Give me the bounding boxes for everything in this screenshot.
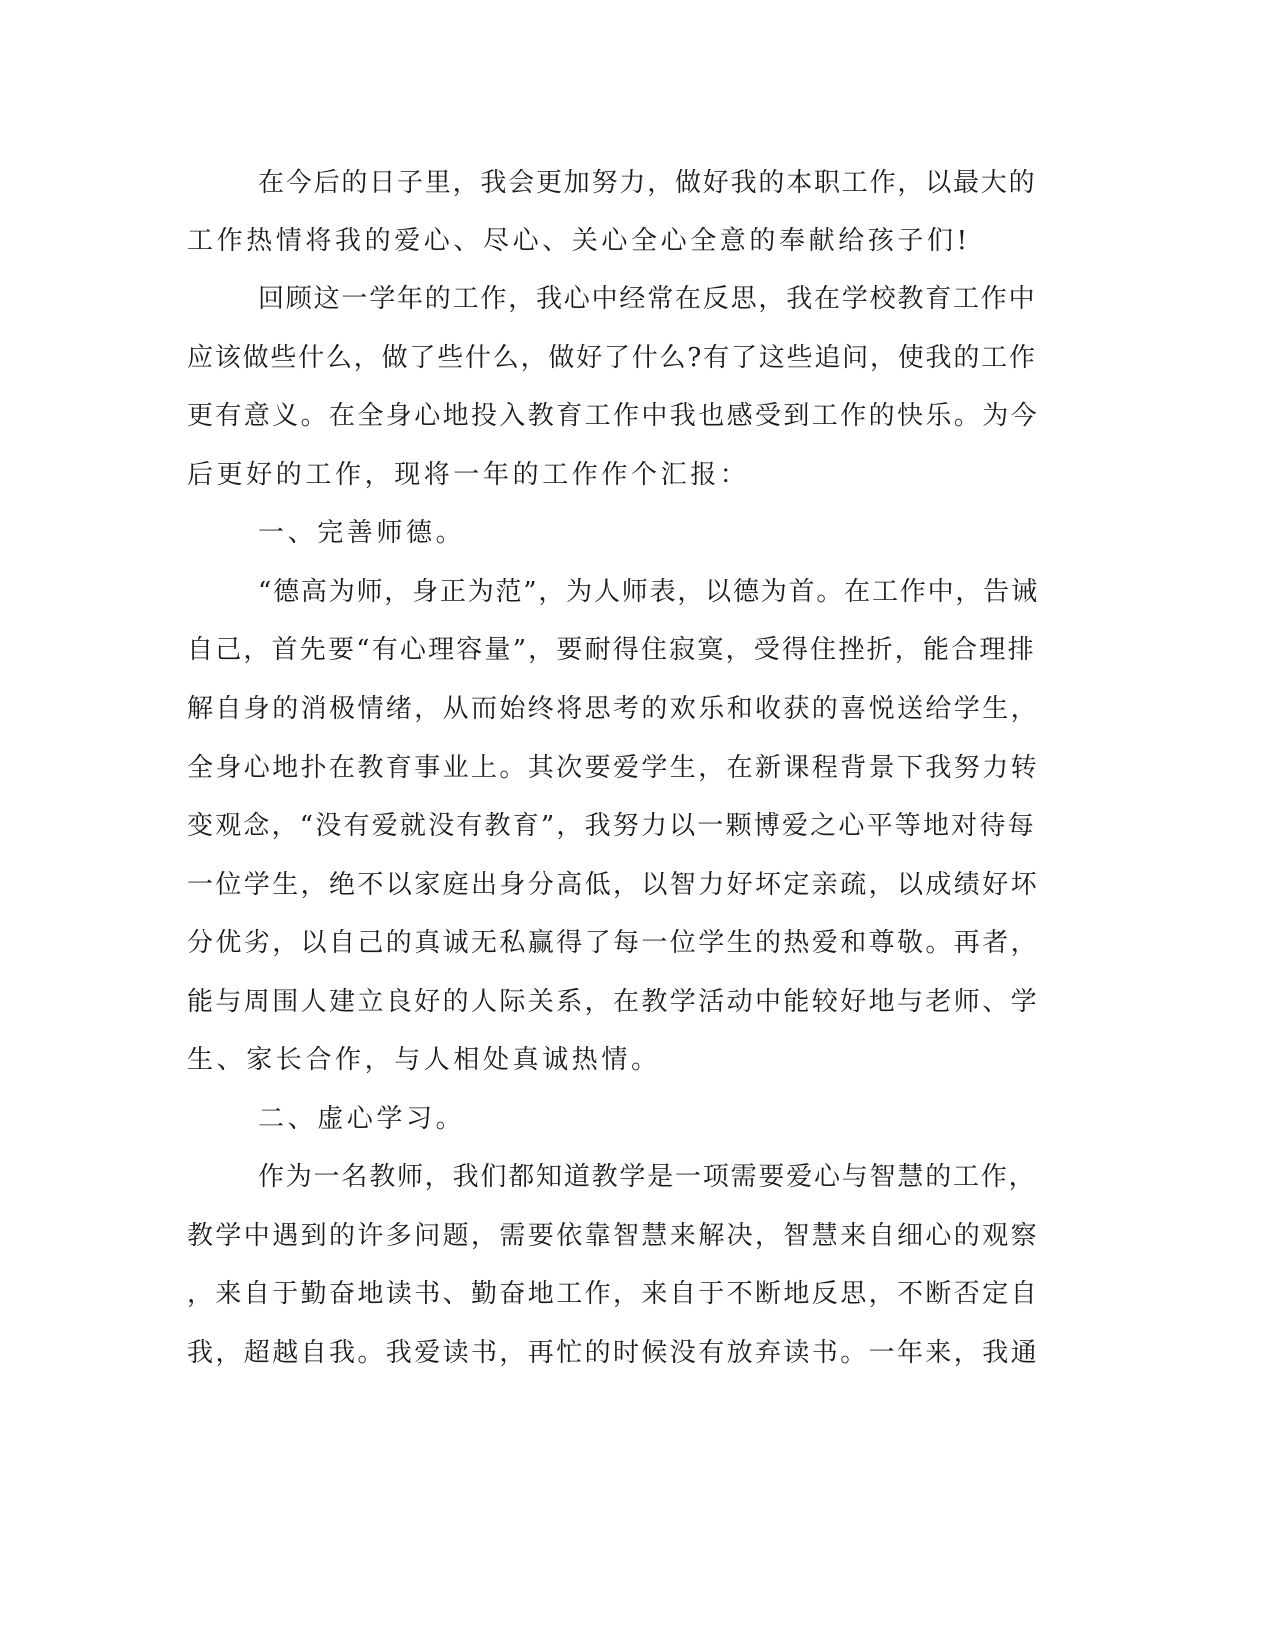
paragraph-3-line-9: 生、家长合作，与人相处真诚热情。 xyxy=(187,1045,661,1075)
section-heading-2: 二、虚心学习。 xyxy=(258,1104,466,1134)
paragraph-4-line-3: ，来自于勤奋地读书、勤奋地工作，来自于不断地反思，不断否定自 xyxy=(187,1279,1040,1309)
paragraph-2-line-1: 回顾这一学年的工作，我心中经常在反思，我在学校教育工作中 xyxy=(258,284,1037,314)
paragraph-3-line-5: 变观念，“没有爱就没有教育”，我努力以一颗博爱之心平等地对待每 xyxy=(187,811,1036,841)
paragraph-3-line-3: 解自身的消极情绪，从而始终将思考的欢乐和收获的喜悦送给学生， xyxy=(187,694,1040,724)
paragraph-1-line-1: 在今后的日子里，我会更加努力，做好我的本职工作，以最大的 xyxy=(258,168,1037,198)
paragraph-2-line-4: 后更好的工作，现将一年的工作作个汇报： xyxy=(187,460,750,490)
paragraph-4-line-4: 我，超越自我。我爱读书，再忙的时候没有放弃读书。一年来，我通 xyxy=(187,1338,1040,1368)
section-heading-1: 一、完善师德。 xyxy=(258,518,466,548)
paragraph-3-line-8: 能与周围人建立良好的人际关系，在教学活动中能较好地与老师、学 xyxy=(187,987,1040,1017)
paragraph-4-line-2: 教学中遇到的许多问题，需要依靠智慧来解决，智慧来自细心的观察 xyxy=(187,1221,1040,1251)
paragraph-3-line-7: 分优劣，以自己的真诚无私赢得了每一位学生的热爱和尊敬。再者， xyxy=(187,928,1040,958)
paragraph-1-line-2: 工作热情将我的爱心、尽心、关心全心全意的奉献给孩子们! xyxy=(187,226,971,256)
paragraph-3-line-2: 自己，首先要“有心理容量”，要耐得住寂寞，受得住挫折，能合理排 xyxy=(187,635,1036,665)
paragraph-2-line-2: 应该做些什么，做了些什么，做好了什么?有了这些追问，使我的工作 xyxy=(187,343,1037,373)
paragraph-3-line-4: 全身心地扑在教育事业上。其次要爱学生，在新课程背景下我努力转 xyxy=(187,753,1040,783)
paragraph-3-line-6: 一位学生，绝不以家庭出身分高低，以智力好坏定亲疏，以成绩好坏 xyxy=(187,870,1040,900)
paragraph-2-line-3: 更有意义。在全身心地投入教育工作中我也感受到工作的快乐。为今 xyxy=(187,401,1040,431)
paragraph-4-line-1: 作为一名教师，我们都知道教学是一项需要爱心与智慧的工作， xyxy=(258,1162,1037,1192)
paragraph-3-line-1: “德高为师，身正为范”，为人师表，以德为首。在工作中，告诫 xyxy=(258,577,1039,607)
